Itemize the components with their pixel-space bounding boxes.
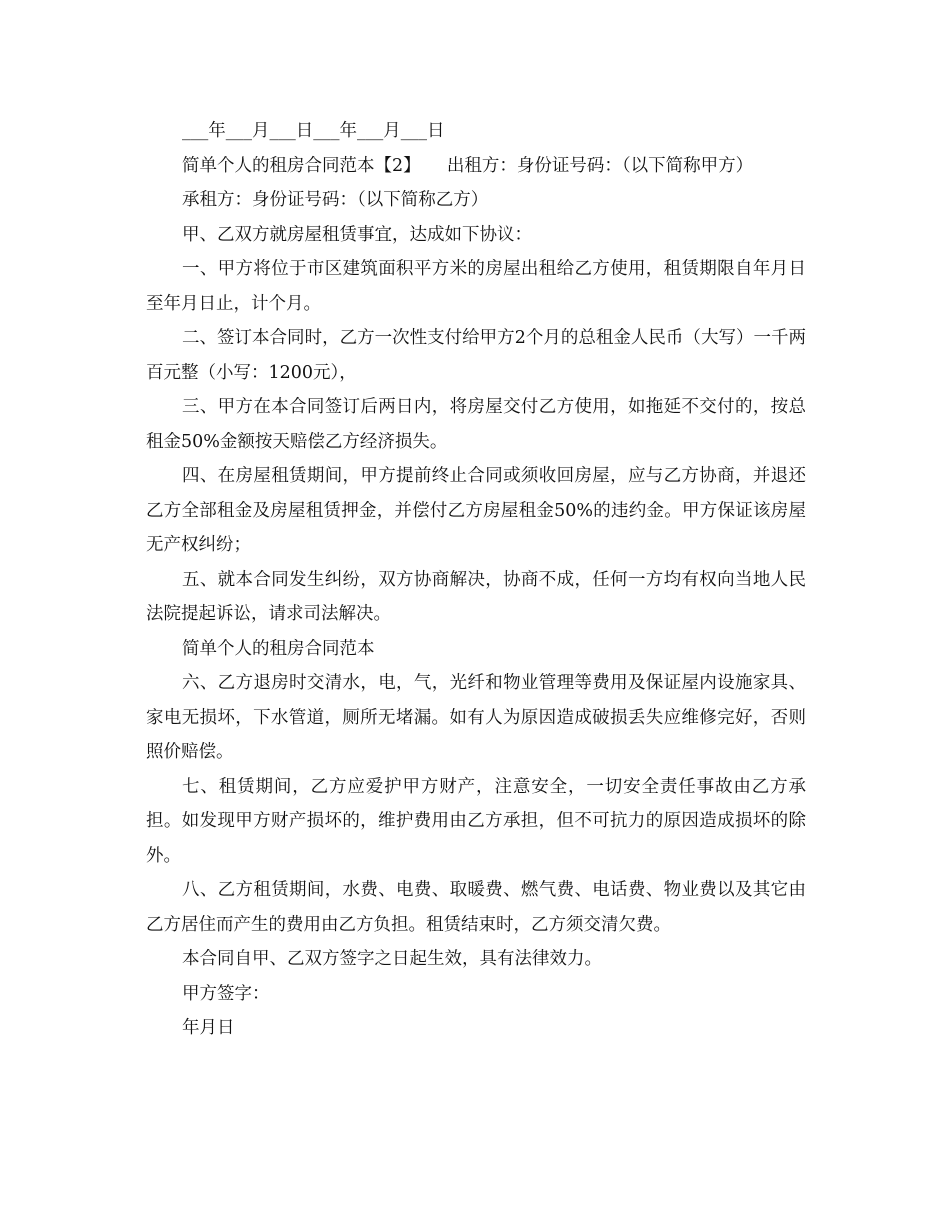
clause-3: 三、甲方在本合同签订后两日内，将房屋交付乙方使用，如拖延不交付的，按总租金50%金额按天赔偿乙方经济损失。: [146, 397, 806, 452]
agreement-intro: 甲、乙双方就房屋租赁事宜，达成如下协议：: [182, 224, 532, 245]
effective-clause: 本合同自甲、乙双方签字之日起生效，具有法律效力。: [182, 949, 602, 969]
clause-2: 二、签订本合同时，乙方一次性支付给甲方2个月的总租金人民币（大写）一千两百元整（小写：1200元），: [146, 328, 806, 383]
clause-7: 七、租赁期间，乙方应爱护甲方财产，注意安全，一切安全责任事故由乙方承担。如发现甲方财产损坏的，维护费用由乙方承担，但不可抗力的原因造成损坏的除外。: [146, 776, 806, 866]
lessee-line: 承租方：身份证号码：（以下简称乙方）: [182, 190, 489, 210]
clause-1: 一、甲方将位于市区建筑面积平方米的房屋出租给乙方使用，租赁期限自年月日至年月日止，计个月。: [146, 259, 806, 314]
section-title-lessor: 简单个人的租房合同范本【2】 出租方：身份证号码：（以下简称甲方）: [182, 155, 754, 176]
clause-6: 六、乙方退房时交清水，电，气，光纤和物业管理等费用及保证屋内设施家具、家电无损坏，下水管道，厕所无堵漏。如有人为原因造成破损丢失应维修完好，否则照价赔偿。: [146, 673, 806, 762]
signature-date: 年月日: [182, 1018, 235, 1038]
clause-8: 八、乙方租赁期间，水费、电费、取暖费、燃气费、电话费、物业费以及其它由乙方居住而产生的费用由乙方负担。租赁结束时，乙方须交清欠费。: [146, 880, 806, 935]
clause-4: 四、在房屋租赁期间，甲方提前终止合同或须收回房屋，应与乙方协商，并退还乙方全部租金及房屋租赁押金，并偿付乙方房屋租金50%的违约金。甲方保证该房屋无产权纠纷；: [146, 466, 806, 555]
party-a-signature: 甲方签字：: [182, 983, 270, 1004]
section-title: 简单个人的租房合同范本: [182, 638, 375, 659]
date-line: ___年___月___日___年___月___日: [182, 121, 445, 141]
clause-5: 五、就本合同发生纠纷，双方协商解决，协商不成，任何一方均有权向当地人民法院提起诉讼，请求司法解决。: [146, 569, 806, 624]
document-body: [146, 114, 806, 1046]
